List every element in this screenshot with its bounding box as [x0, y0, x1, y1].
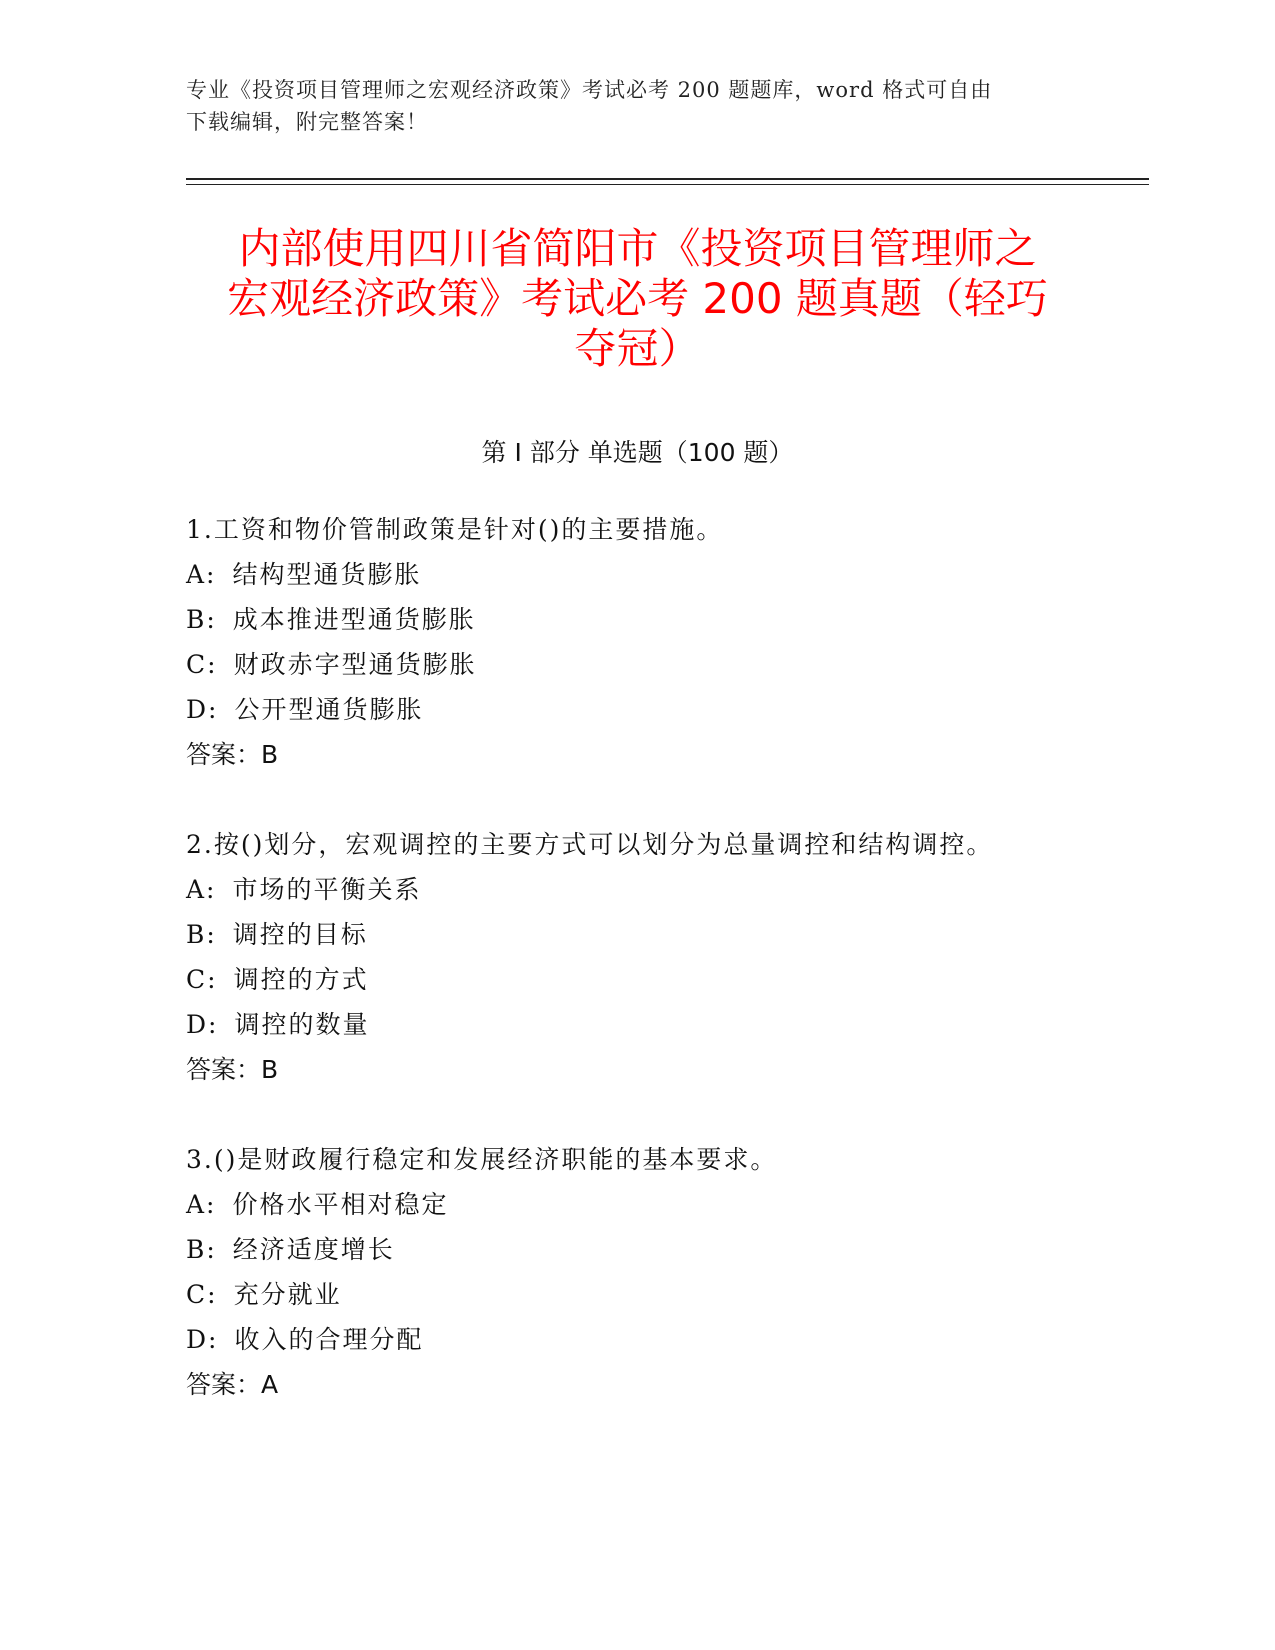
option-d	[186, 687, 1086, 732]
intro-line-1: 专业《投资项目管理师之宏观经济政策》考试必考 200 题题库，word 格式可自由	[186, 78, 993, 102]
option-text: 经济适度增长	[232, 1235, 395, 1264]
option-text: 公开型通货膨胀	[234, 695, 424, 724]
option-text: 成本推进型通货膨胀	[232, 605, 476, 634]
section-heading: 第 I 部分 单选题（100 题）	[481, 438, 794, 467]
option-a	[186, 552, 1086, 597]
option-letter: D:	[186, 695, 219, 724]
option-b	[186, 597, 1086, 642]
question-2	[186, 822, 1086, 1092]
option-letter: C:	[186, 1280, 218, 1309]
option-text: 调控的数量	[234, 1010, 370, 1039]
option-letter: A:	[186, 1190, 217, 1219]
document-title	[180, 224, 1095, 374]
option-c	[186, 642, 1086, 687]
header-divider-thick	[186, 178, 1149, 180]
question-stem: 2.按()划分，宏观调控的主要方式可以划分为总量调控和结构调控。	[186, 830, 994, 859]
question-stem: 1.工资和物价管制政策是针对()的主要措施。	[186, 515, 724, 544]
title-line-3: 夺冠）	[574, 324, 701, 373]
header-divider-thin	[186, 184, 1149, 185]
option-text: 财政赤字型通货膨胀	[233, 650, 477, 679]
answer: 答案：A	[186, 1370, 279, 1399]
option-b	[186, 1227, 1086, 1272]
question-3	[186, 1137, 1086, 1407]
option-letter: A:	[186, 560, 217, 589]
option-c	[186, 957, 1086, 1002]
option-text: 充分就业	[233, 1280, 342, 1309]
question-stem: 3.()是财政履行稳定和发展经济职能的基本要求。	[186, 1145, 778, 1174]
question-1	[186, 507, 1086, 777]
intro-text	[186, 74, 1066, 138]
option-text: 价格水平相对稳定	[232, 1190, 449, 1219]
intro-line-2: 下载编辑，附完整答案！	[186, 110, 428, 134]
answer: 答案：B	[186, 1055, 279, 1084]
option-b	[186, 912, 1086, 957]
option-a	[186, 867, 1086, 912]
option-letter: D:	[186, 1325, 219, 1354]
option-letter: C:	[186, 965, 218, 994]
option-letter: D:	[186, 1010, 219, 1039]
option-letter: B:	[186, 1235, 217, 1264]
option-letter: B:	[186, 920, 217, 949]
title-line-1: 内部使用四川省简阳市《投资项目管理师之	[238, 224, 1037, 273]
option-text: 结构型通货膨胀	[232, 560, 422, 589]
title-line-2: 宏观经济政策》考试必考 200 题真题（轻巧	[227, 274, 1048, 323]
option-letter: A:	[186, 875, 217, 904]
option-text: 市场的平衡关系	[232, 875, 422, 904]
option-text: 收入的合理分配	[234, 1325, 424, 1354]
option-c	[186, 1272, 1086, 1317]
option-letter: B:	[186, 605, 217, 634]
option-d	[186, 1317, 1086, 1362]
option-letter: C:	[186, 650, 218, 679]
option-text: 调控的目标	[232, 920, 368, 949]
option-text: 调控的方式	[233, 965, 369, 994]
option-a	[186, 1182, 1086, 1227]
answer: 答案：B	[186, 740, 279, 769]
option-d	[186, 1002, 1086, 1047]
